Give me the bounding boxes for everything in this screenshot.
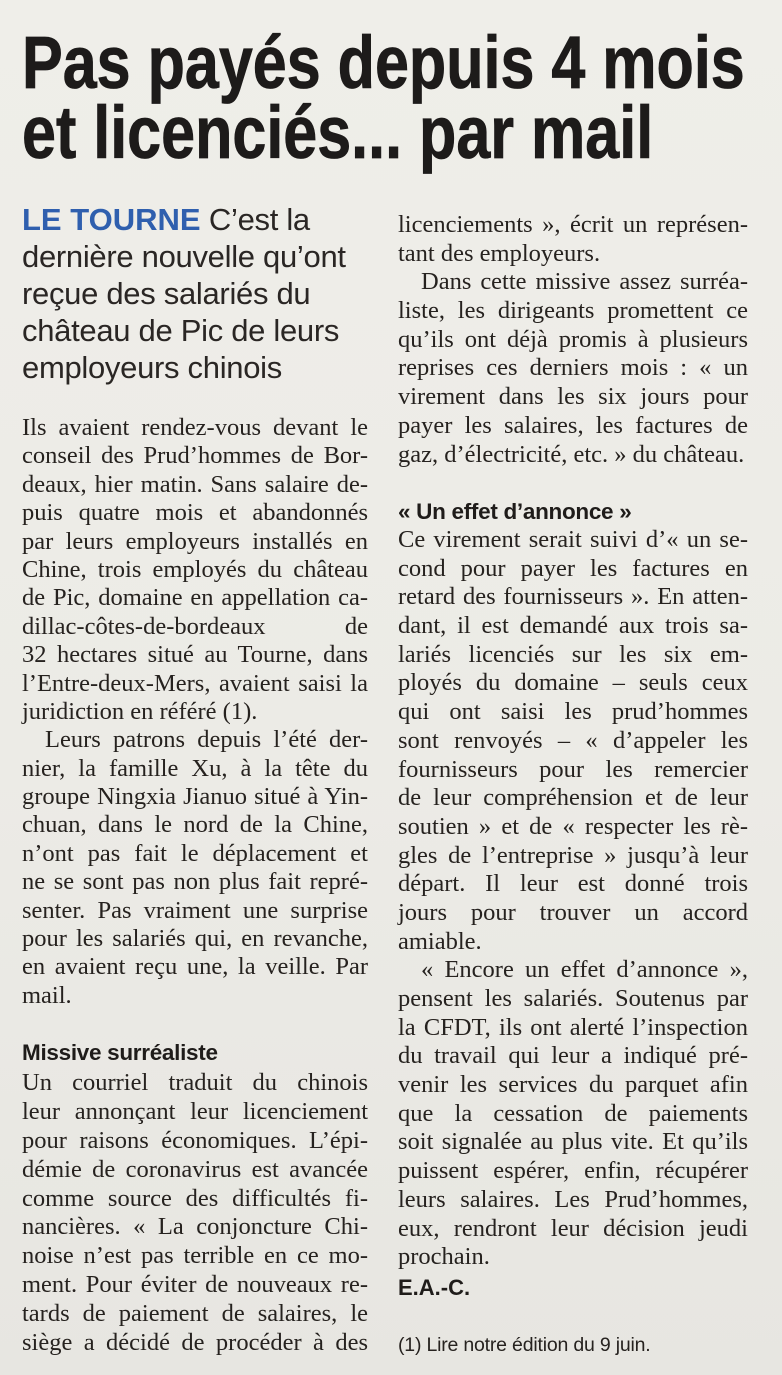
text-line: dant, il est demandé aux trois sa-	[398, 612, 748, 640]
paragraph	[398, 526, 748, 956]
text-line: reprises ces derniers mois : « un	[398, 354, 748, 382]
text-line: Leurs patrons depuis l’été der-	[45, 726, 368, 754]
text-line: eux, rendront leur décision jeudi	[398, 1214, 748, 1242]
footnote: (1) Lire notre édition du 9 juin.	[398, 1334, 651, 1356]
text-line: Ils avaient rendez-vous devant le	[22, 414, 368, 441]
text-line: mail.	[22, 981, 72, 1009]
left-column-section	[22, 1069, 368, 1358]
text-line: nancières. « La conjoncture Chi-	[22, 1213, 368, 1241]
text-line: retard des fournisseurs ». En atten-	[398, 583, 748, 611]
text-line: de Pic, domaine en appellation ca-	[22, 584, 368, 612]
paragraph	[22, 414, 368, 726]
lead-kicker: LE TOURNE	[22, 202, 201, 237]
author-signature: E.A.-C.	[398, 1275, 471, 1300]
text-line: licenciements », écrit un représen-	[398, 211, 748, 238]
lead-line: dernière nouvelle qu’ont	[22, 239, 346, 274]
paragraph	[398, 211, 748, 268]
text-line: gles de l’entreprise » jusqu’à leur	[398, 841, 748, 869]
text-line: siège a décidé de procéder à des	[22, 1329, 368, 1357]
right-column-body	[398, 211, 748, 469]
text-line: pensent les salariés. Soutenus par	[398, 985, 748, 1012]
lead-line: château de Pic de leurs	[22, 313, 340, 348]
text-line: jours pour trouver un accord	[398, 898, 748, 926]
text-line: Chine, trois employés du château	[22, 555, 368, 583]
text-line: senter. Pas vraiment une surprise	[22, 896, 368, 924]
text-line: deaux, hier matin. Sans salaire de-	[22, 470, 368, 498]
headline-line: Pas payés depuis 4 mois	[22, 21, 745, 104]
text-line: noise n’est pas terrible en ce mo-	[22, 1242, 368, 1270]
text-line: qui ont saisi les prud’hommes	[398, 698, 748, 726]
text-line: puis quatre mois et abandonnés	[22, 499, 368, 527]
text-line: chuan, dans le nord de la Chine,	[22, 811, 368, 839]
text-line: amiable.	[398, 927, 482, 955]
right-column-section	[398, 526, 748, 1272]
text-line: en avaient reçu une, la veille. Par	[22, 953, 368, 981]
left-column-body	[22, 414, 368, 1010]
text-line: virement dans les six jours pour	[398, 383, 748, 411]
text-line: groupe Ningxia Jianuo situé à Yin-	[22, 783, 368, 811]
text-line: l’Entre-deux-Mers, avaient saisi la	[22, 669, 368, 697]
text-line: Ce virement serait suivi d’« un se-	[398, 526, 748, 553]
text-line: pour raisons économiques. L’épi-	[22, 1126, 368, 1154]
paragraph	[398, 268, 748, 469]
text-line: payer les salaires, les factures de	[398, 411, 748, 439]
subhead: Missive surréaliste	[22, 1040, 218, 1065]
text-line: soit signalée au plus vite. Et qu’ils	[398, 1128, 748, 1156]
lead	[22, 201, 368, 386]
text-line: juridiction en référé (1).	[22, 697, 258, 725]
text-line: par leurs employeurs installés en	[22, 527, 368, 555]
lead-line: employeurs chinois	[22, 350, 282, 385]
text-line: tards de paiement de salaires, le	[22, 1300, 368, 1328]
text-line: soutien » et de « respecter les rè-	[398, 812, 748, 840]
text-line: gaz, d’électricité, etc. » du château.	[398, 440, 745, 468]
text-line: ne se sont pas non plus fait repré-	[22, 868, 368, 896]
lead-text: C’est la	[208, 202, 310, 237]
lead-line	[22, 201, 368, 238]
text-line: démie de coronavirus est avancée	[22, 1155, 368, 1183]
text-line: la CFDT, ils ont alerté l’inspection	[398, 1013, 748, 1041]
lead-line: reçue des salariés du	[22, 276, 311, 311]
text-line: nier, la famille Xu, à la tête du	[22, 754, 368, 782]
text-line: départ. Il leur est donné trois	[398, 870, 748, 898]
paragraph	[22, 726, 368, 1010]
text-line: Un courriel traduit du chinois	[22, 1069, 368, 1096]
text-line: qu’ils ont déjà promis à plusieurs	[398, 325, 748, 353]
text-line: liste, les dirigeants promettent ce	[398, 297, 748, 325]
text-line: du travail qui leur a indiqué pré-	[398, 1042, 748, 1070]
text-line: n’ont pas fait le déplacement et	[22, 839, 368, 867]
text-line: de leur compréhension et de leur	[398, 784, 748, 812]
subhead: « Un effet d’annonce »	[398, 499, 632, 524]
text-line: 32 hectares situé au Tourne, dans	[22, 641, 368, 669]
text-line: cond pour payer les factures en	[398, 554, 748, 582]
text-line: leurs salaires. Les Prud’hommes,	[398, 1185, 748, 1213]
text-line: lariés licenciés sur les six em-	[398, 640, 748, 668]
text-line: pour les salariés qui, en revanche,	[22, 925, 368, 953]
text-line: tant des employeurs.	[398, 239, 601, 267]
paragraph	[398, 956, 748, 1272]
text-line: prochain.	[398, 1243, 490, 1271]
headline-line: et licenciés... par mail	[22, 91, 654, 174]
text-line: Dans cette missive assez surréa-	[421, 268, 748, 296]
text-line: leur annonçant leur licenciement	[22, 1097, 368, 1125]
headline	[22, 21, 765, 174]
text-line: que la cessation de paiements	[398, 1099, 748, 1127]
text-line: puissent espérer, enfin, récupérer	[398, 1157, 748, 1185]
text-line: sont renvoyés – « d’appeler les	[398, 726, 748, 754]
text-line: comme source des difficultés fi-	[22, 1184, 368, 1212]
text-line: ment. Pour éviter de nouveaux re-	[22, 1271, 368, 1299]
text-line: dillac-côtes-de-bordeaux de	[22, 612, 368, 640]
paragraph	[22, 1069, 368, 1358]
text-line: venir les services du parquet afin	[398, 1071, 748, 1099]
text-line: « Encore un effet d’annonce »,	[421, 956, 748, 984]
text-line: fournisseurs pour les remercier	[398, 755, 748, 783]
text-line: conseil des Prud’hommes de Bor-	[22, 442, 368, 470]
text-line: ployés du domaine – seuls ceux	[398, 669, 748, 697]
